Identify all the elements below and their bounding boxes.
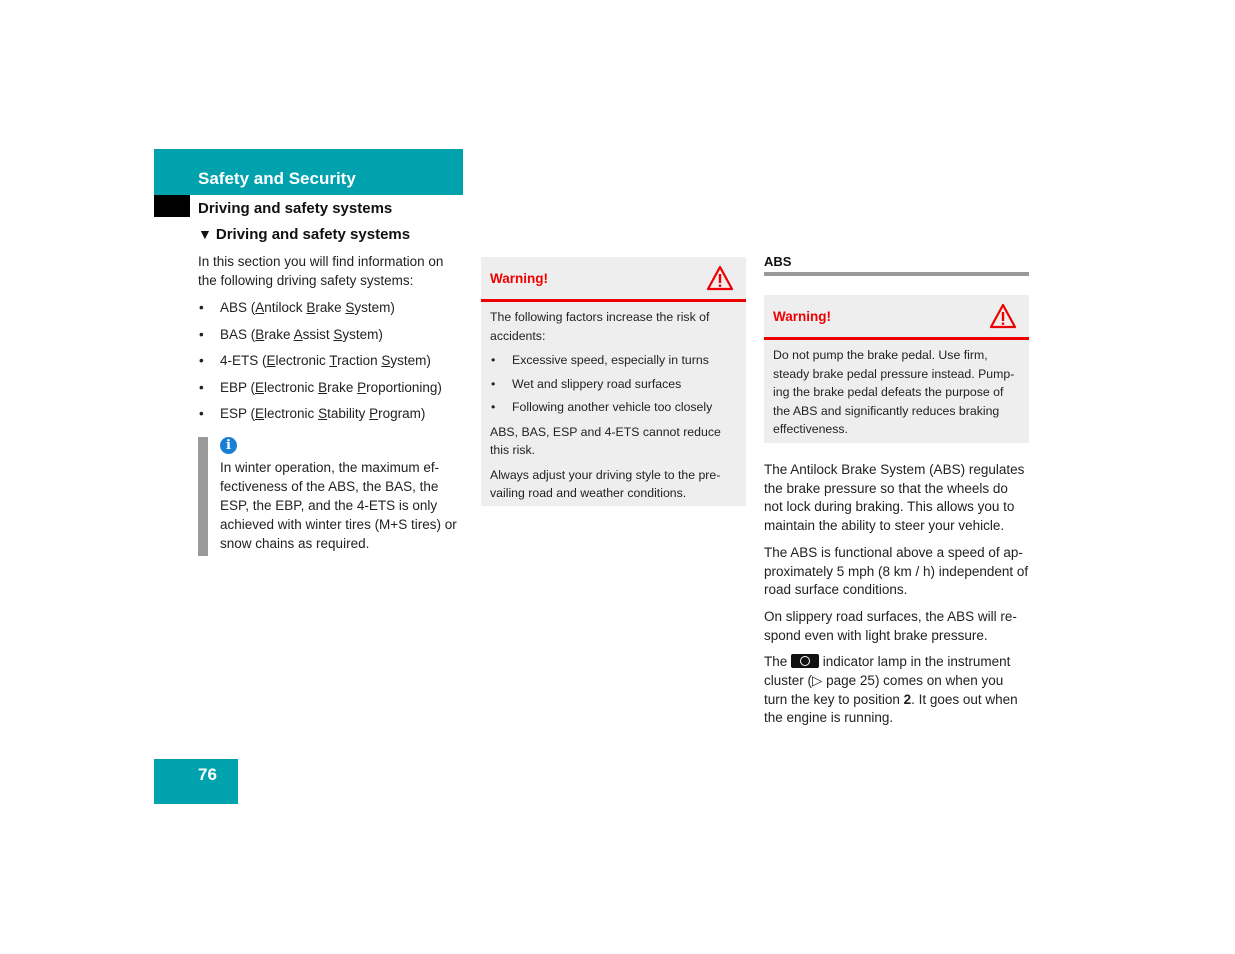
underlined-initial: S [381, 353, 391, 368]
underlined-initial: S [345, 300, 355, 315]
warning-abs-text: Do not pump the brake pedal. Use firm, steady brake pedal pressure instead. Pump-ing the brake pedal defeats the purpose of the ABS and significantly reduces braking effectiveness. [773, 348, 1015, 436]
warning-risk-text: ABS, BAS, ESP and 4-ETS cannot reduce this risk. [490, 424, 721, 457]
chapter-title: Safety and Security [198, 169, 356, 188]
info-sidebar [198, 437, 208, 556]
section-heading-text: Driving and safety systems [215, 226, 411, 243]
list-item: • 4-ETS (Electronic Traction System) [198, 352, 463, 371]
list-item: • BAS (Brake Assist System) [198, 326, 463, 345]
warning-body [764, 340, 1029, 451]
underlined-initial: E [255, 379, 265, 395]
warning-factors-list [490, 351, 737, 417]
warning-box-accidents [481, 257, 746, 506]
abs-heading: ABS [764, 254, 792, 269]
warning-label: Warning! [490, 271, 548, 286]
list-item: • EBP (Electronic Brake Proportioning) [198, 379, 463, 398]
abs-column [764, 461, 1030, 736]
abs-paragraph-2: The ABS is functional above a speed of ap-proximately 5 mph (8 km / h) independent of road surface conditions. [764, 544, 1029, 598]
text-span: . It goes out when the engine is running. [764, 691, 1018, 726]
text-span: indicator lamp in the instrument cluster (▷ page 25) comes on when you turn the key to position [764, 654, 1011, 707]
underlined-initial: A [293, 326, 303, 342]
underlined-initial: E [266, 353, 276, 368]
list-item: • Excessive speed, especially in turns [490, 351, 737, 370]
list-item: • ABS (Antilock Brake System) [198, 299, 463, 318]
underlined-initial: S [333, 326, 343, 342]
underlined-initial: P [369, 406, 379, 421]
warning-header [481, 257, 746, 302]
list-item: • Wet and slippery road surfaces [490, 375, 737, 394]
abs-heading-rule [764, 272, 1029, 276]
underlined-initial: B [255, 326, 265, 342]
warning-box-abs [764, 295, 1029, 443]
systems-list [198, 299, 463, 424]
underlined-initial: S [318, 406, 328, 421]
warning-adjust-text: Always adjust your driving style to the pre-vailing road and weather conditions. [490, 467, 721, 500]
info-text: In winter operation, the maximum ef-fectiveness of the ABS, the BAS, the ESP, the EBP, and the 4-ETS is only achieved with winter tires (M+S tires) or snow chains as required. [220, 460, 457, 551]
page-number-box [154, 759, 238, 804]
warning-label: Warning! [773, 309, 831, 324]
underlined-initial: A [255, 300, 265, 315]
underlined-initial: P [357, 379, 367, 395]
underlined-initial: B [318, 379, 328, 395]
abs-paragraph-3: On slippery road surfaces, the ABS will re-spond even with light brake pressure. [764, 608, 1017, 643]
triangle-down-icon: ▼ [198, 226, 212, 242]
intro-paragraph: In this section you will find information on the following driving safety systems: [198, 254, 444, 288]
underlined-initial: B [306, 300, 316, 315]
abs-paragraph-4 [764, 653, 1030, 728]
warning-triangle-icon [989, 303, 1017, 329]
warning-body [481, 302, 746, 515]
text-span: The [764, 654, 788, 670]
abs-indicator-lamp-icon [791, 654, 819, 668]
warning-header [764, 295, 1029, 340]
underlined-initial: T [329, 353, 338, 368]
section-tab-marker [154, 195, 190, 217]
list-item: • ESP (Electronic Stability Program) [198, 405, 463, 424]
abs-paragraph-1: The Antilock Brake System (ABS) regulates the brake pressure so that the wheels do not lock during braking. This allows you to maintain the ability to steer your vehicle. [764, 462, 1025, 534]
warning-intro: The following factors increase the risk of accidents: [490, 310, 710, 343]
intro-column [198, 253, 463, 432]
section-heading [198, 226, 410, 243]
info-icon: i [220, 437, 237, 454]
info-note [198, 437, 463, 556]
page-number: 76 [198, 765, 217, 784]
warning-triangle-icon [706, 265, 734, 291]
list-item: • Following another vehicle too closely [490, 398, 737, 417]
page-subtitle: Driving and safety systems [198, 200, 393, 217]
underlined-initial: E [255, 406, 265, 421]
key-position: 2 [903, 691, 912, 707]
